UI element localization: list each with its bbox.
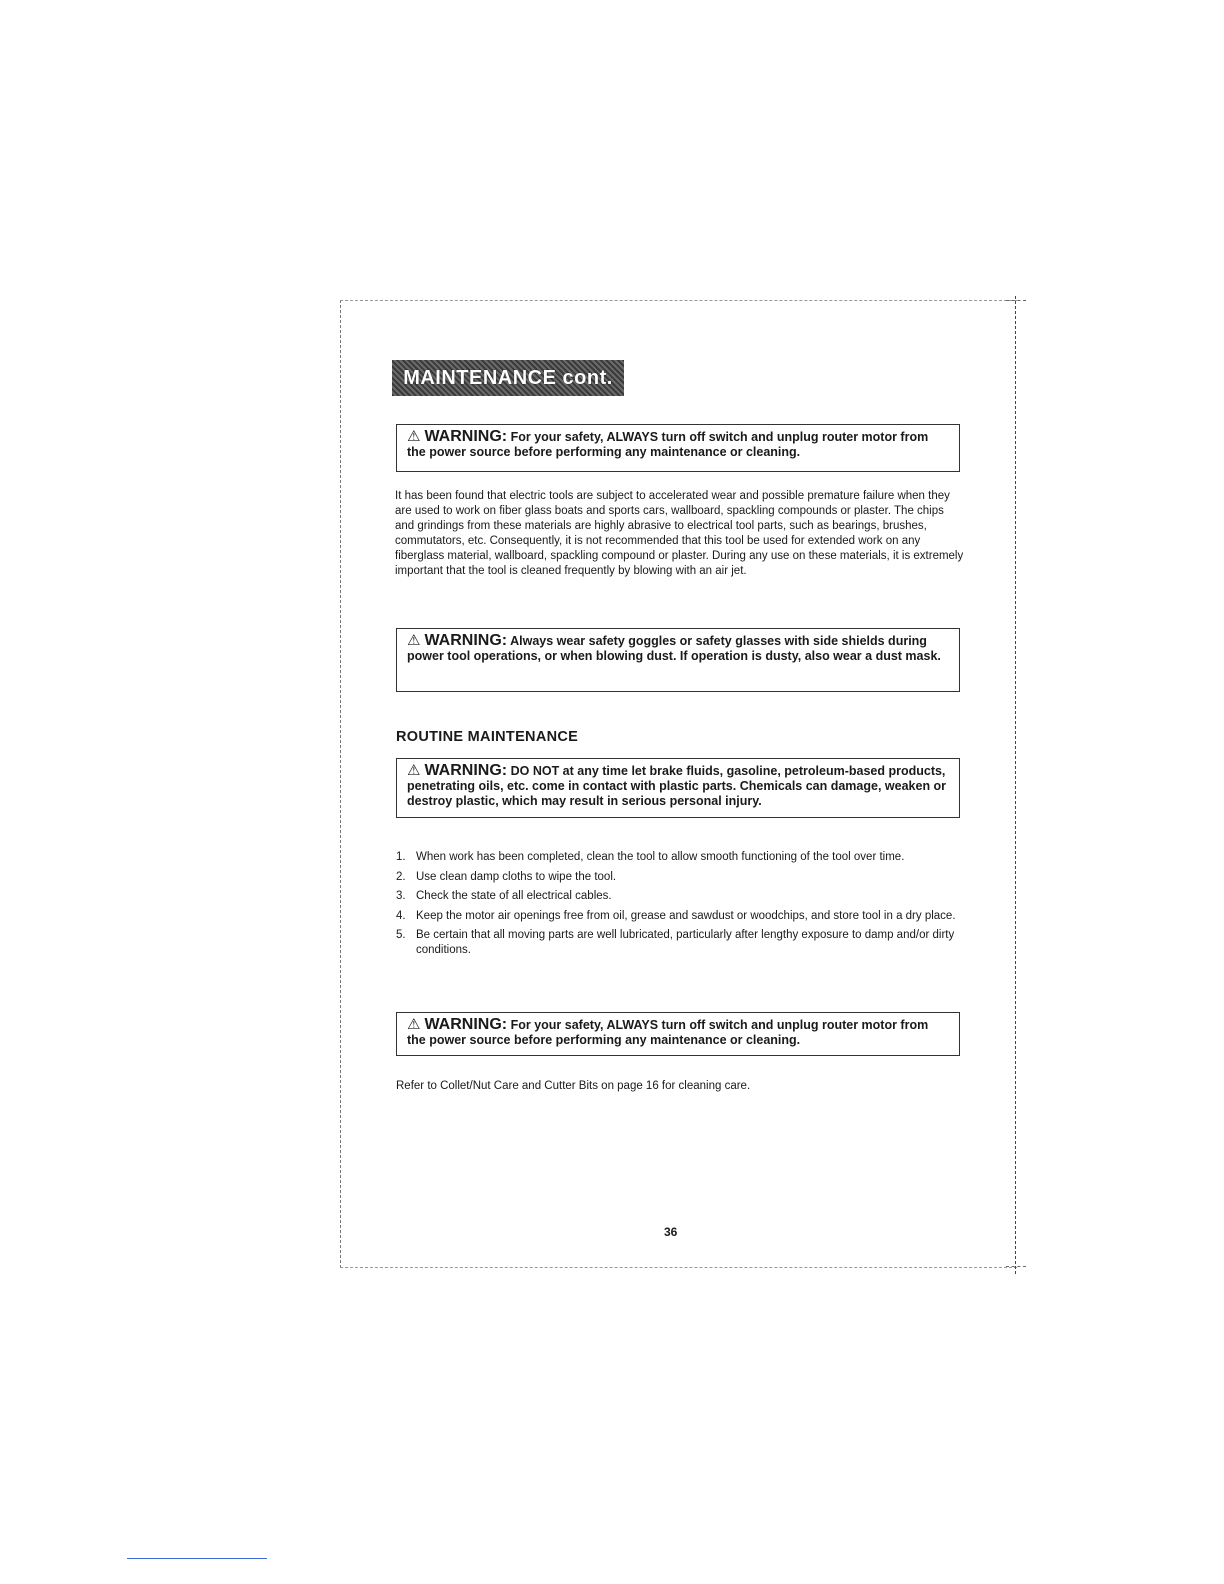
- step-number: 1.: [396, 851, 406, 863]
- warning-text: DO NOT at any time let brake fluids, gasoline, petroleum-based products, penetrating oils, etc. come in contact with plastic parts. Chemicals can damage, weaken or destroy plastic, which may result in serious personal injury.: [407, 764, 947, 808]
- warning-box-4: [396, 1012, 960, 1056]
- warning-triangle-icon: ⚠: [407, 1016, 421, 1033]
- warning-text: For your safety, ALWAYS turn off switch and unplug router motor from the power source before performing any maintenance or cleaning.: [407, 1018, 929, 1047]
- step-text: When work has been completed, clean the tool to allow smooth functioning of the tool over time.: [416, 851, 905, 863]
- step-number: 2.: [396, 870, 406, 883]
- blue-rule: [127, 1558, 267, 1559]
- crop-mark-bottom: [1006, 1266, 1026, 1267]
- crop-mark-top: [1006, 300, 1026, 301]
- warning-box-1: [396, 424, 960, 472]
- warning-label: WARNING:: [424, 1016, 508, 1033]
- warning-triangle-icon: ⚠: [407, 428, 421, 445]
- list-item: [396, 870, 960, 885]
- warning-triangle-icon: ⚠: [407, 762, 421, 779]
- warning-label: WARNING:: [424, 428, 508, 445]
- warning-text: Always wear safety goggles or safety glasses with side shields during power tool operations, or when blowing dust. If operation is dusty, also wear a dust mask.: [407, 634, 941, 663]
- step-text: Keep the motor air openings free from oil, grease and sawdust or woodchips, and store tool in a dry place.: [416, 909, 956, 922]
- warning-box-2: [396, 628, 960, 692]
- warning-label: WARNING:: [424, 632, 508, 649]
- list-item: [396, 850, 960, 865]
- list-item: [396, 928, 960, 957]
- maintenance-steps-list: [396, 850, 960, 962]
- step-number: 4.: [396, 909, 406, 922]
- routine-maintenance-title: ROUTINE MAINTENANCE: [396, 729, 579, 745]
- section-heading-banner: [392, 360, 624, 396]
- list-item: [396, 909, 960, 924]
- page-number: 36: [664, 1225, 678, 1239]
- list-item: [396, 889, 960, 904]
- body-paragraph: It has been found that electric tools are subject to accelerated wear and possible premature failure when they are used to work on fiber glass boats and sports cars, wallboard, spackling compounds or plaster. The chips and grindings from these materials are highly abrasive to electrical tool parts, such as bearings, brushes, commutators, etc. Consequently, it is not recommended that this tool be used for extended work on any fiberglass material, wallboard, spackling compound or plaster. During any use on these materials, it is extremely important that the tool is cleaned frequently by blowing with an air jet.: [395, 490, 964, 577]
- warning-triangle-icon: ⚠: [407, 632, 421, 649]
- cleaning-reference-note: Refer to Collet/Nut Care and Cutter Bits on page 16 for cleaning care.: [396, 1080, 751, 1092]
- step-number: 5.: [396, 929, 406, 941]
- step-text: Be certain that all moving parts are well lubricated, particularly after lengthy exposure to damp and/or dirty conditions.: [416, 929, 955, 956]
- section-heading: MAINTENANCE cont.: [403, 366, 613, 389]
- page-edge-rule: [1015, 296, 1016, 1274]
- step-number: 3.: [396, 890, 406, 902]
- step-text: Check the state of all electrical cables.: [416, 890, 612, 902]
- warning-text: For your safety, ALWAYS turn off switch and unplug router motor from the power source before performing any maintenance or cleaning.: [407, 430, 929, 459]
- warning-label: WARNING:: [424, 762, 508, 779]
- warning-box-3: [396, 758, 960, 818]
- step-text: Use clean damp cloths to wipe the tool.: [416, 870, 617, 883]
